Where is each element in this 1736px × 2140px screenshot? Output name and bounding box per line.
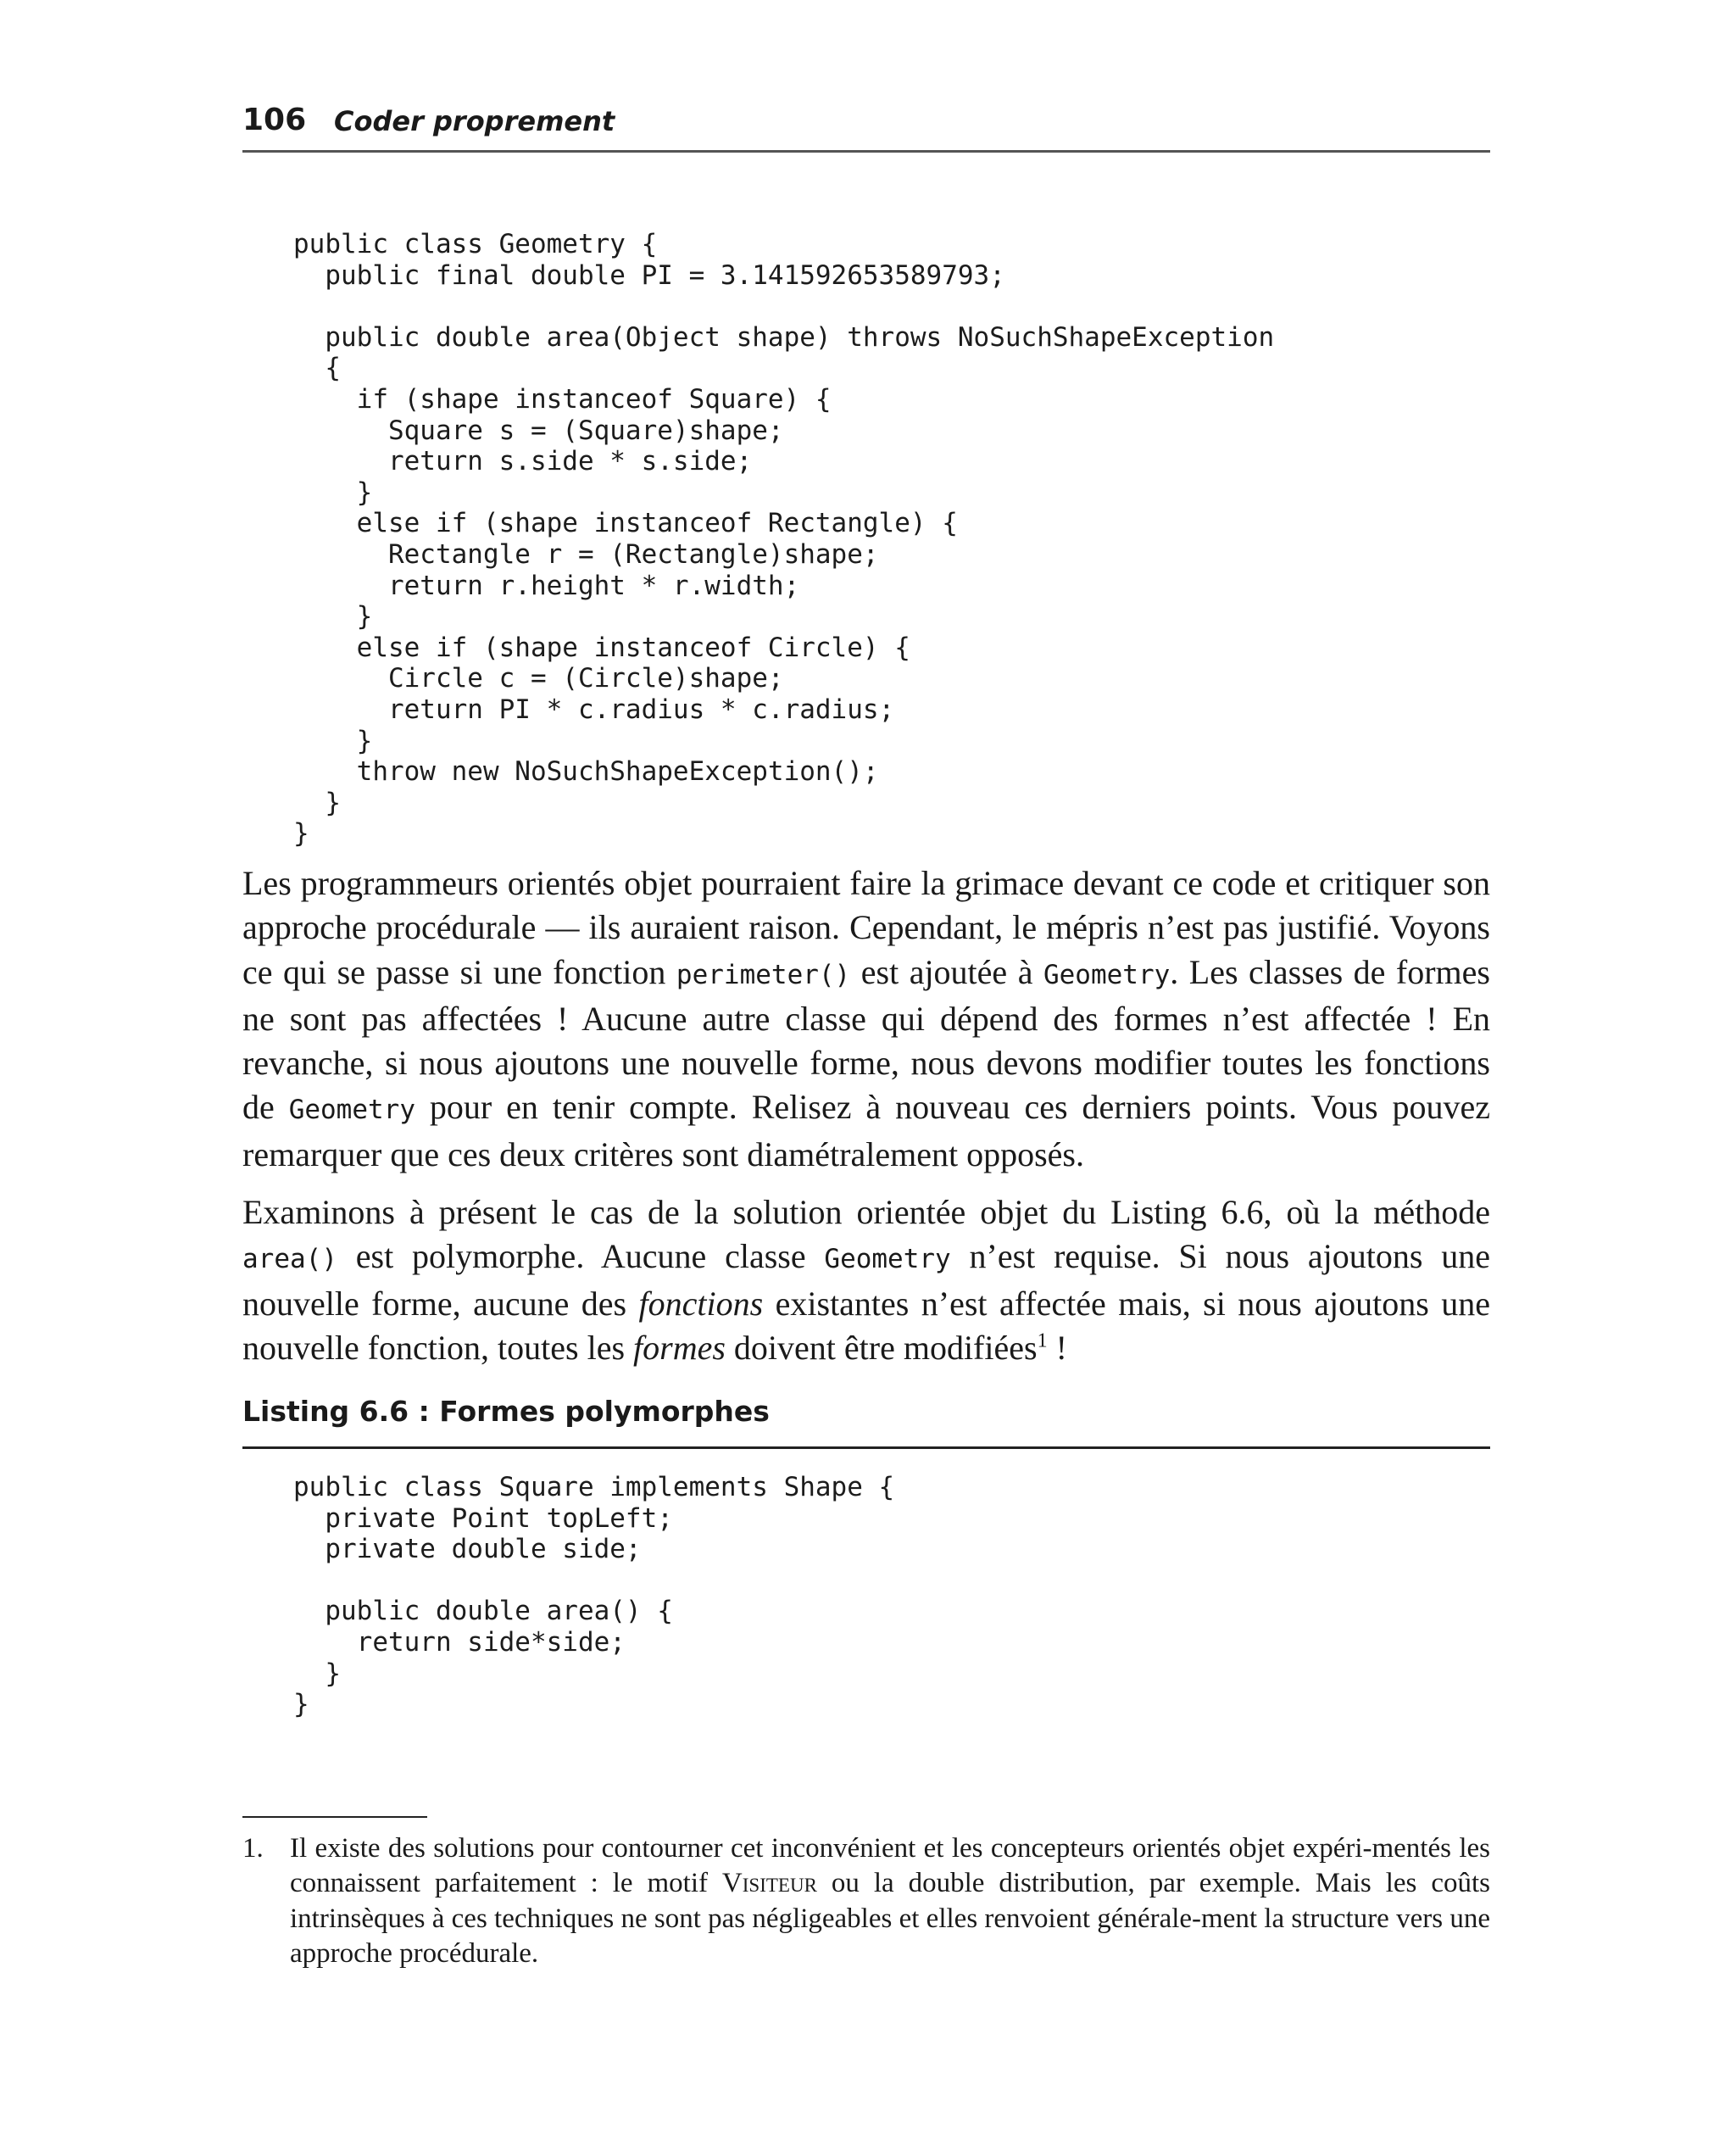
inline-code: perimeter() (676, 959, 851, 990)
text-run: Il existe des solutions pour contourner cet inconvénient et les concepteurs orientés objet expéri-mentés les connaissent parfaitement : le motif (290, 1833, 1490, 1899)
footnote-reference[interactable]: 1 (1037, 1329, 1048, 1352)
inline-code: Geometry (1043, 959, 1171, 990)
small-caps-text: Visiteur (721, 1868, 817, 1899)
listing-caption: Listing 6.6 : Formes polymorphes (242, 1395, 770, 1428)
code-line (293, 291, 1274, 322)
code-line: Circle c = (Circle)shape; (293, 663, 784, 694)
text-run: ou la double distribution, par exemple. Mais les coûts intrinsèques à ces techniques ne sont pas négligeables et elles renvoient générale-ment la structure vers une approche procédurale. (290, 1868, 1490, 1970)
code-line: { (293, 353, 341, 384)
text-run: est polymorphe. Aucune classe (337, 1237, 825, 1276)
code-line: if (shape instanceof Square) { (293, 383, 832, 415)
geometry-code-block (293, 229, 1274, 850)
text-run: ! (1047, 1328, 1067, 1367)
footnote-rule (242, 1816, 427, 1818)
code-line: } (293, 725, 373, 756)
code-line: return PI * c.radius * c.radius; (293, 694, 895, 725)
text-run: existantes n’est affectée mais, si nous ajoutons une nouvelle fonction, toutes les (242, 1284, 1490, 1367)
code-line: public class Geometry { (293, 229, 658, 259)
code-line: throw new NoSuchShapeException(); (293, 756, 879, 788)
text-run: Examinons à présent le cas de la solution orientée objet du Listing 6.6, où la méthode (242, 1193, 1490, 1231)
code-line: return r.height * r.width; (293, 570, 800, 601)
square-code-block (293, 1472, 894, 1720)
code-line: else if (shape instanceof Circle) { (293, 632, 910, 663)
listing-rule (242, 1446, 1490, 1449)
text-run: . Les classes de formes ne sont pas affectées ! Aucune autre classe qui dépend des formes n’est affectée ! En revanche, si nous ajoutons une nouvelle forme, nous devons modifier toutes les fonctions de (242, 952, 1490, 1127)
text-run: Les programmeurs orientés objet pourraient faire la grimace devant ce code et critiquer son approche procédurale — ils auraient raison. Cependant, le mépris n’est pas justifié. Voyons ce qui se passe si une fonction (242, 864, 1490, 991)
footnote-text (290, 1831, 1490, 1972)
code-line: return s.side * s.side; (293, 446, 753, 477)
code-line: } (293, 818, 309, 850)
text-run: est ajoutée à (850, 952, 1043, 991)
page-header (242, 100, 1490, 151)
text-run: pour en tenir compte. Relisez à nouveau ces derniers points. Vous pouvez remarquer que ces deux critères sont diamétralement opposés. (242, 1088, 1490, 1173)
code-line: } (293, 787, 341, 818)
code-line: public class Square implements Shape { (293, 1472, 895, 1502)
inline-code: area() (242, 1244, 337, 1275)
body-paragraph (242, 1190, 1490, 1370)
code-line: else if (shape instanceof Rectangle) { (293, 508, 958, 539)
code-line: return side*side; (293, 1626, 626, 1658)
italic-text: fonctions (638, 1284, 764, 1323)
code-line: Rectangle r = (Rectangle)shape; (293, 538, 879, 570)
code-line: } (293, 601, 373, 633)
code-line: private double side; (293, 1534, 642, 1565)
code-line: private Point topLeft; (293, 1502, 673, 1534)
body-paragraph (242, 861, 1490, 1177)
italic-text: formes (633, 1328, 726, 1367)
code-line: public double area() { (293, 1596, 673, 1627)
text-run: doivent être modifiées (725, 1328, 1038, 1367)
running-title: Coder proprement (334, 105, 615, 137)
code-line (293, 1565, 894, 1597)
code-line: public final double PI = 3.141592653589793; (293, 259, 1005, 291)
code-line: public double area(Object shape) throws NoSuchShapeException (293, 321, 1275, 353)
code-line: Square s = (Square)shape; (293, 415, 784, 446)
page-number: 106 (242, 103, 307, 137)
footnote-number: 1. (242, 1833, 264, 1864)
code-line: } (293, 1689, 309, 1720)
text-run: n’est requise. Si nous ajoutons une nouvelle forme, aucune des (242, 1237, 1490, 1323)
inline-code: Geometry (288, 1095, 415, 1126)
code-line: } (293, 476, 373, 508)
code-line: } (293, 1658, 341, 1689)
header-rule (242, 150, 1490, 153)
inline-code: Geometry (824, 1244, 951, 1275)
